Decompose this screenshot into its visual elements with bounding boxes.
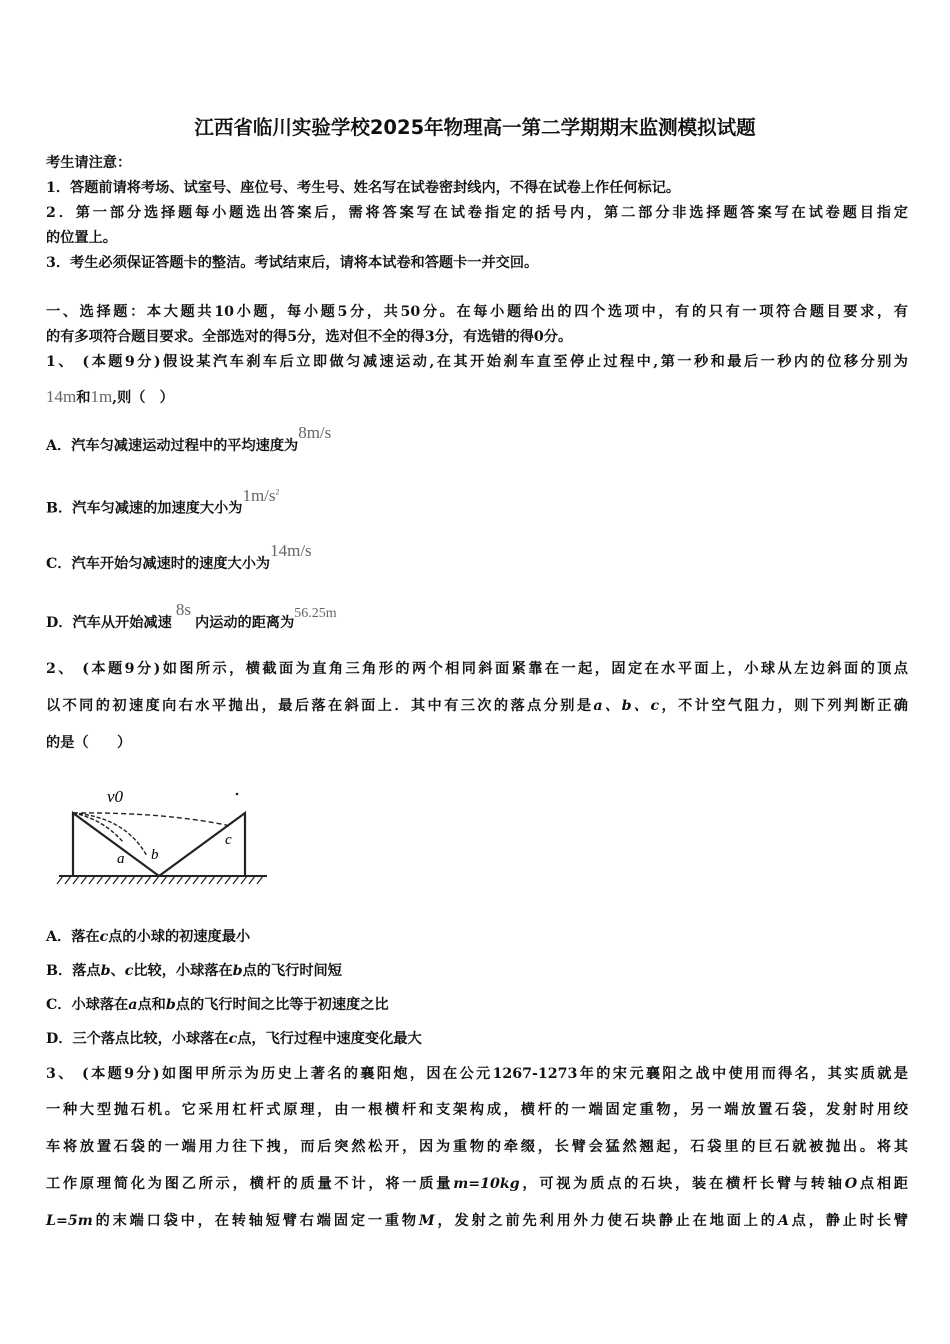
- q1-option-a-text: A．汽车匀减速运动过程中的平均速度为: [46, 438, 299, 454]
- stray-dot: [236, 793, 239, 796]
- q3-line-4: [46, 1174, 908, 1194]
- ground-hatching: [57, 876, 263, 884]
- page-title: 江西省临川实验学校2025年物理高一第二学期期末监测模拟试题: [194, 116, 756, 139]
- q1-tail: ,则（ ）: [112, 390, 174, 406]
- section-intro-line-2: 的有多项符合题目要求。全部选对的得5分，选对但不全的得3分，有选错的得0分。: [46, 329, 573, 345]
- q2-option-a-post: 点的小球的初速度最小: [108, 929, 251, 945]
- notice-item-2: 2．第一部分选择题每小题选出答案后，需将答案写在试卷指定的括号内，第二部分非选择题答案写在试卷题目指定: [46, 205, 908, 221]
- q3-axis-o: O: [844, 1176, 858, 1192]
- q2-option-b-point-2: c: [124, 963, 134, 979]
- q2-option-b-pre: B．落点: [46, 963, 101, 979]
- q2-option-c: [46, 995, 908, 1015]
- q2-option-b: [46, 961, 908, 981]
- q2-option-a: [46, 927, 908, 947]
- right-incline: [159, 813, 245, 876]
- q1-option-b-text: B．汽车匀减速的加速度大小为: [46, 500, 243, 517]
- q2-option-d-pre: D．三个落点比较，小球落在: [46, 1031, 229, 1047]
- q1-option-d-time: 8s: [175, 600, 191, 619]
- q3-line-3: 车将放置石袋的一端用力往下拽，而后突然松开，因为重物的牵缀，长臂会猛然翘起，石袋里的巨石就被抛出。将其: [46, 1139, 908, 1155]
- q1-option-c-text: C．汽车开始匀减速时的速度大小为: [46, 556, 271, 572]
- section-intro-line-1: 一、选择题：本大题共10小题，每小题5分，共50分。在每小题给出的四个选项中，有的只有一项符合题目要求，有: [46, 304, 908, 320]
- q3-weight-m: M: [418, 1213, 435, 1229]
- q2-inclines-figure: [55, 782, 270, 890]
- label-c: c: [225, 832, 232, 848]
- q3-line-5-c: 点，静止时长臂: [788, 1213, 908, 1229]
- q1-option-b: [46, 485, 908, 519]
- q2-option-b-point-3: b: [232, 963, 243, 979]
- q1-value-last: 1m: [90, 387, 113, 406]
- q2-option-b-point-1: b: [100, 963, 111, 979]
- notice-item-3: 3．考生必须保证答题卡的整洁。考试结束后，请将本试卷和答题卡一并交回。: [46, 255, 539, 271]
- q1-option-b-unit: 1m/s: [242, 485, 276, 505]
- q1-option-b-exponent: 2: [275, 487, 280, 496]
- q3-line-5: [46, 1211, 908, 1231]
- q2-option-c-point-1: a: [128, 997, 138, 1013]
- q2-points: a、b、c: [593, 698, 660, 714]
- trajectory-c: [73, 813, 231, 826]
- notice-heading: 考生请注意：: [46, 155, 132, 171]
- q2-option-b-post: 点的飞行时间短: [242, 963, 342, 979]
- q2-option-b-sep: 、: [110, 963, 125, 979]
- q1-option-d-distance: 56.25m: [294, 606, 337, 621]
- q1-option-d: [46, 600, 908, 634]
- notice-item-2-cont: 的位置上。: [46, 230, 117, 246]
- q2-option-c-post: 点的飞行时间之比等于初速度之比: [175, 997, 389, 1013]
- q3-line-4-post: 点相距: [857, 1176, 908, 1192]
- q2-option-b-mid: 比较，小球落在: [133, 963, 233, 979]
- q1-stem: 1、 (本题9分)假设某汽车刹车后立即做匀减速运动,在其开始刹车直至停止过程中,第一秒和最后一秒内的位移分别为: [46, 354, 908, 370]
- q1-value-first: 14m: [46, 387, 77, 406]
- q2-option-d-post: 点，飞行过程中速度变化最大: [237, 1031, 422, 1047]
- q1-option-b-value: [242, 486, 279, 505]
- q3-line-4-pre: 工作原理简化为图乙所示，横杆的质量不计，将一质量: [46, 1176, 454, 1192]
- q1-option-a: [46, 423, 908, 456]
- q2-stem-line-3: 的是（ ）: [46, 735, 132, 751]
- q2-option-c-mid: 点和: [137, 997, 166, 1013]
- q3-line-2: 一种大型抛石机。它采用杠杆式原理，由一根横杆和支架构成，横杆的一端固定重物，另一端放置石袋，发射时用绞: [46, 1102, 908, 1118]
- q3-line-1: 3、 (本题9分)如图甲所示为历史上著名的襄阳炮，因在公元1267-1273年的宋元襄阳之战中使用而得名，其实质就是: [46, 1066, 908, 1082]
- q2-stem-line-2: [46, 696, 908, 716]
- label-b: b: [151, 847, 159, 863]
- q2-option-c-pre: C．小球落在: [46, 997, 129, 1013]
- q2-option-d: [46, 1029, 908, 1049]
- q2-option-a-point: c: [99, 929, 109, 945]
- q3-line-5-a: 的末端口袋中，在转轴短臂右端固定一重物: [92, 1213, 419, 1229]
- q2-option-a-pre: A．落在: [46, 929, 100, 945]
- left-incline: [73, 813, 159, 876]
- q1-option-a-value: 8m/s: [298, 423, 332, 442]
- q1-and: 和: [76, 390, 91, 406]
- q2-option-c-point-2: b: [165, 997, 176, 1013]
- trajectory-b: [73, 813, 147, 856]
- q2-option-d-point: c: [228, 1031, 238, 1047]
- q1-stem-cont: [46, 387, 908, 408]
- label-a: a: [117, 851, 125, 867]
- q1-option-c-value: 14m/s: [270, 541, 312, 560]
- q3-point-a: A: [777, 1213, 789, 1229]
- q3-line-5-b: ，发射之前先利用外力使石块静止在地面上的: [434, 1213, 778, 1229]
- q3-line-4-mid: ，可视为质点的石块，装在横杆长臂与转轴: [519, 1176, 845, 1192]
- q2-stem-line-1: 2、 (本题9分)如图所示，横截面为直角三角形的两个相同斜面紧靠在一起，固定在水平面上，小球从左边斜面的顶点: [46, 661, 908, 677]
- q1-option-d-text-1: D．汽车从开始减速: [46, 615, 172, 631]
- q1-option-c: [46, 541, 908, 574]
- notice-item-1: 1．答题前请将考场、试室号、座位号、考生号、姓名写在试卷密封线内，不得在试卷上作任何标记。: [46, 180, 681, 196]
- q3-length: L=5m: [46, 1213, 93, 1229]
- q2-stem-line-2-post: ，不计空气阻力，则下列判断正确: [659, 698, 908, 714]
- q3-mass: m=10kg: [453, 1176, 520, 1192]
- q1-option-d-text-2: 内运动的距离为: [194, 615, 295, 631]
- q2-stem-line-2-pre: 以不同的初速度向右水平抛出，最后落在斜面上．其中有三次的落点分别是: [46, 698, 594, 714]
- label-v0: v0: [107, 787, 124, 806]
